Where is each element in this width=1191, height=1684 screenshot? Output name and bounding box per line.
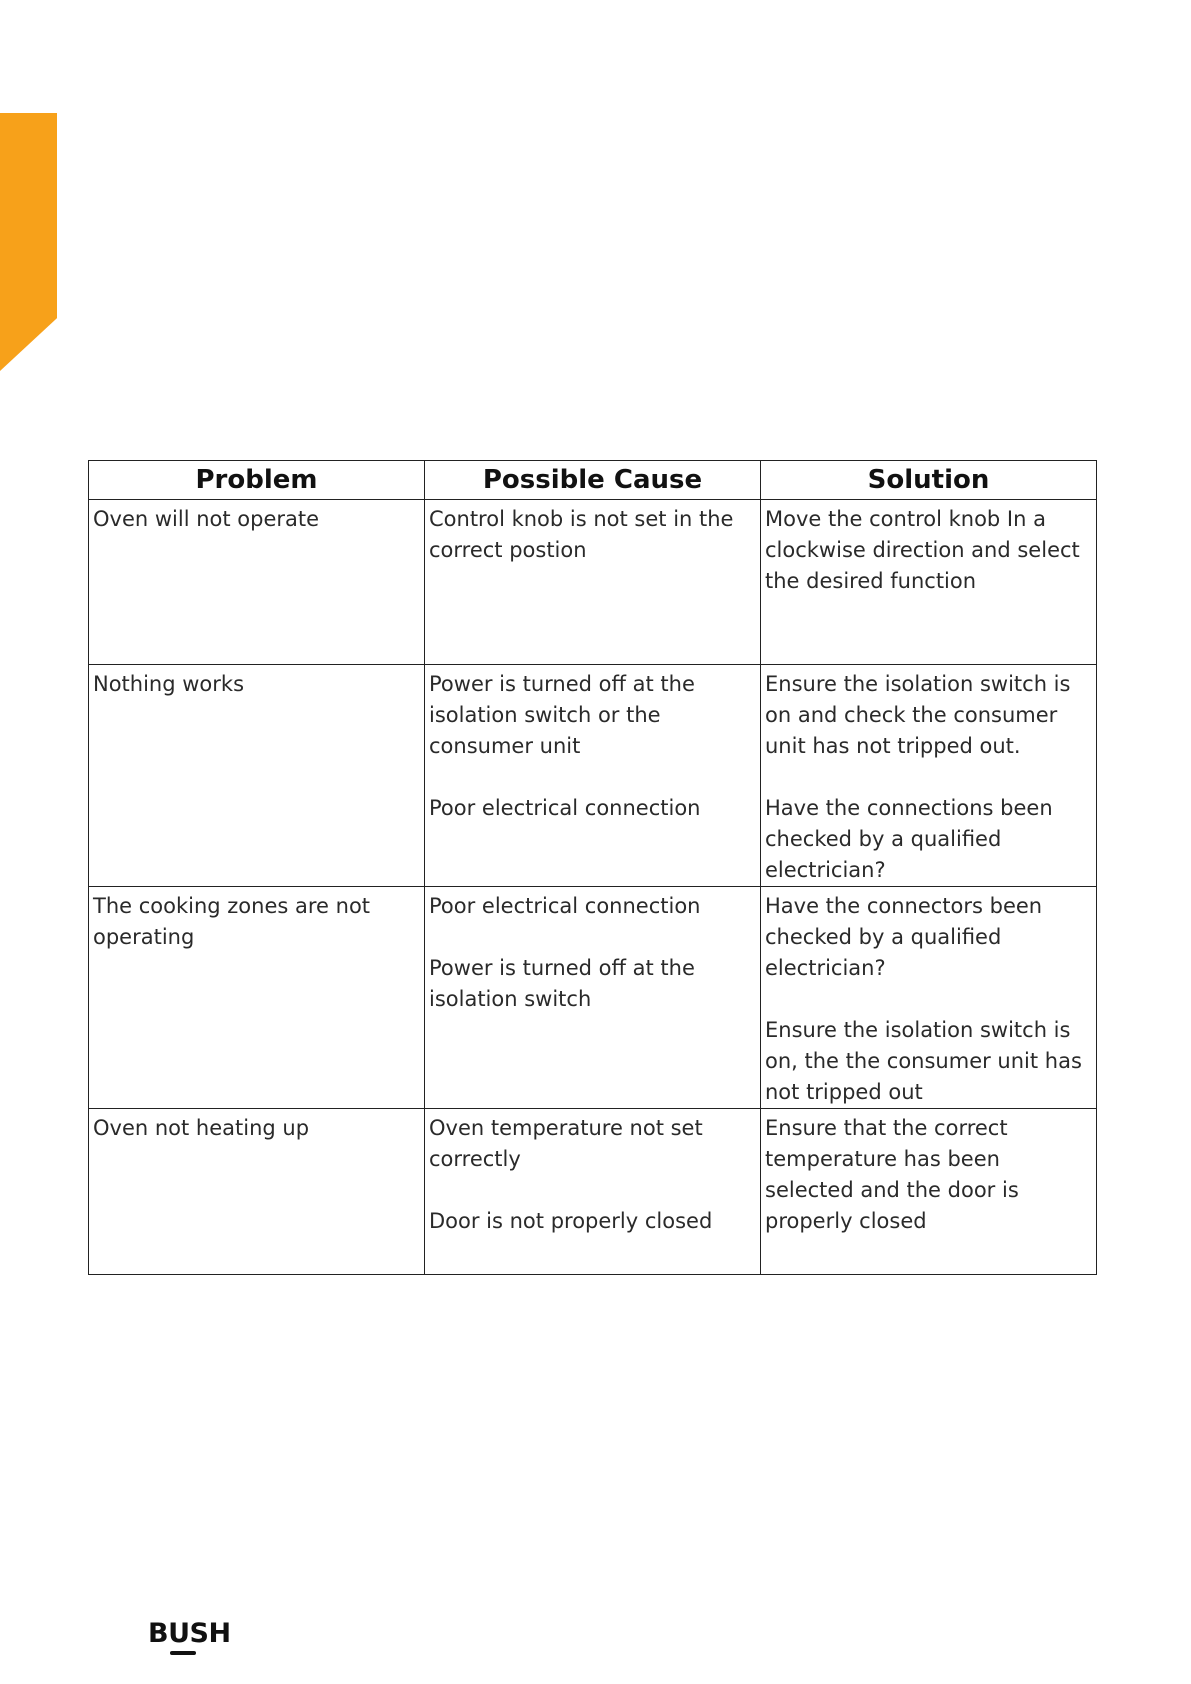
solution-text: Move the control knob In a clockwise direction and select the desired function: [765, 507, 1080, 593]
solution-text: Ensure the isolation switch is on, the the consumer unit has not tripped out: [765, 1018, 1082, 1104]
problem-cell: [89, 665, 425, 887]
problem-text: Nothing works: [93, 672, 245, 696]
problem-cell: [89, 500, 425, 665]
troubleshooting-table-container: [88, 460, 1096, 1275]
header-solution: Solution: [761, 461, 1097, 500]
table-row: [89, 887, 1097, 1109]
table-row: [89, 500, 1097, 665]
cause-text: Oven temperature not set correctly: [429, 1116, 703, 1171]
header-possible-cause: Possible Cause: [425, 461, 761, 500]
cause-text: Poor electrical connection: [429, 796, 701, 820]
cause-cell: [425, 887, 761, 1109]
cause-text: Control knob is not set in the correct postion: [429, 507, 734, 562]
solution-cell: [761, 1109, 1097, 1275]
solution-text: Ensure that the correct temperature has been selected and the door is properly closed: [765, 1116, 1019, 1233]
problem-text: Oven will not operate: [93, 507, 320, 531]
table-row: [89, 1109, 1097, 1275]
solution-text: Have the connectors been checked by a qualified electrician?: [765, 894, 1043, 980]
cause-cell: [425, 1109, 761, 1275]
problem-text: Oven not heating up: [93, 1116, 310, 1140]
problem-text: The cooking zones are not operating: [93, 894, 371, 949]
cause-text: Poor electrical connection: [429, 894, 701, 918]
solution-cell: [761, 665, 1097, 887]
header-problem: Problem: [89, 461, 425, 500]
problem-cell: [89, 1109, 425, 1275]
solution-cell: [761, 500, 1097, 665]
solution-text: Ensure the isolation switch is on and check the consumer unit has not tripped out.: [765, 672, 1071, 758]
cause-text: Power is turned off at the isolation switch: [429, 956, 695, 1011]
bush-logo: BUSH: [148, 1618, 231, 1649]
solution-text: Have the connections been checked by a qualified electrician?: [765, 796, 1053, 882]
cause-text: Power is turned off at the isolation switch or the consumer unit: [429, 672, 695, 758]
problem-cell: [89, 887, 425, 1109]
accent-corner-tab: [0, 113, 57, 371]
cause-text: Door is not properly closed: [429, 1209, 713, 1233]
troubleshooting-table: [88, 460, 1097, 1275]
table-row: [89, 665, 1097, 887]
bush-logo-underline: [170, 1651, 196, 1655]
table-header-row: [89, 461, 1097, 500]
solution-cell: [761, 887, 1097, 1109]
cause-cell: [425, 500, 761, 665]
cause-cell: [425, 665, 761, 887]
